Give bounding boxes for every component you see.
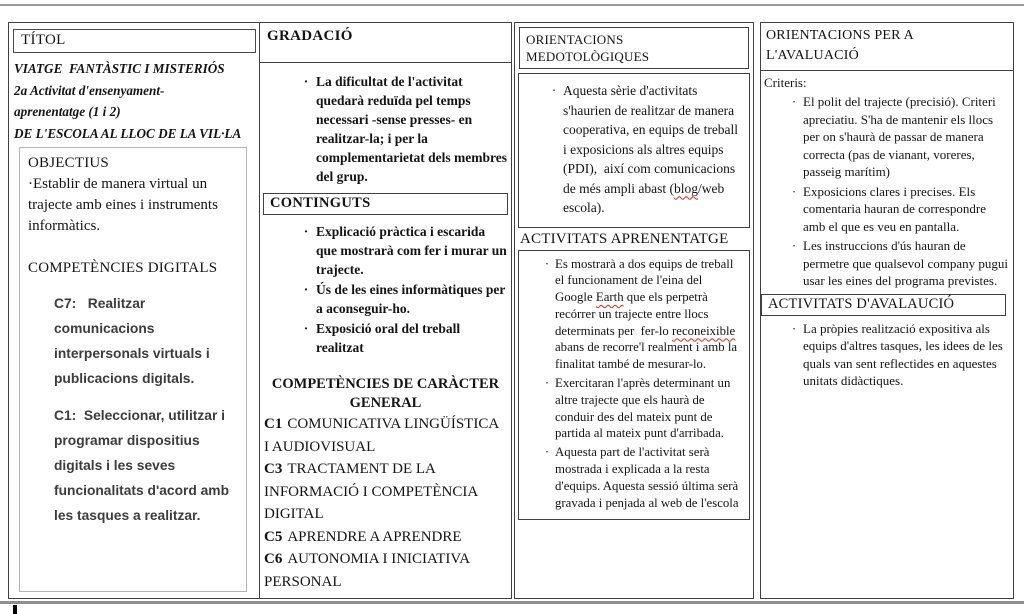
bullet-text: La dificultat de l'activitat quedarà reduïda pel temps necessari -sense presses- en realitzar-la; i per la complementarietat dels membres del grup. [316,74,511,184]
criteria-bullet [761,93,1013,181]
column-methodology-activities [514,22,754,599]
bullet-icon: · [551,83,557,98]
general-competency-line [260,413,511,458]
continguts-label: CONTINGUTS [270,195,371,211]
objectius-box [19,147,247,592]
general-competency-line [260,526,511,549]
bullet-text: Aquesta part de l'activitat serà mostrada i explicada a la resta d'equips. Aquesta sessió última serà gravada i penjada al web de l'escola [555,445,742,510]
bullet-icon: · [544,376,550,391]
competency-code: C3 [264,461,283,477]
methodology-title: ORIENTACIONS MEDOTOLÒGIQUES [526,32,650,64]
competency-code: C6 [264,551,283,567]
bullet-icon: · [791,320,797,336]
learning-activity-bullet [521,375,747,442]
evaluation-activity-bullet [761,320,1013,390]
competency-label: AUTONOMIA I INICIATIVA PERSONAL [264,551,470,590]
objectius-body: ·Establir de manera virtual un trajecte amb eines i instruments informàtics. [28,176,218,234]
learning-activity-bullet [521,256,747,374]
continguts-box [263,193,508,215]
bullet-text: Es mostrarà a dos equips de treball el funcionament de l'eina del Google Earth que els perpetrà recórrer un trajecte entre llocs determinats per fer-lo reconeixible abans de recorre'l realment i amb la finalitat també de mesurar-lo. [555,256,741,372]
competency-code: C1 [264,416,283,432]
bullet-icon: · [303,74,309,89]
criteria-bullet [761,183,1013,236]
column-title-objectives [8,22,260,599]
general-competency-line [260,548,511,593]
competency-label: COMUNICATIVA LINGÜÍSTICA I AUDIOVISUAL [264,416,499,455]
competency-code: C5 [264,528,283,545]
activity-title-line: 2a Activitat d'ensenyament- [14,82,165,98]
bullet-text: Exposicions clares i precises. Els comentaria hauran de correspondre amb el que es veu en pantalla. [803,183,990,234]
learning-activity-bullet [521,444,747,511]
column-gradacio-continguts [260,22,512,599]
criteria-bullet [761,237,1013,290]
competency-label: TRACTAMENT DE LA INFORMACIÓ I COMPETÈNCIA DIGITAL [264,461,478,522]
activity-title-line: DE L'ESCOLA AL LLOC DE LA VIL·LA [14,125,242,141]
text-cursor-mark [13,605,17,614]
bullet-text: Les instruccions d'ús hauran de permetre que qualsevol company pugui usar les eines del programa previstes. [803,238,1012,288]
gradacio-heading: GRADACIÓ [260,23,511,63]
misspelled-word: Earth [595,290,624,305]
methodology-content-box [518,73,750,228]
bottom-rule-divider [0,601,1024,604]
bullet-icon: · [791,94,797,109]
top-rule-divider [0,4,1024,6]
titol-box [13,29,256,53]
competency-label: APRENDRE A APRENDRE [287,528,462,545]
activity-title-line: aprenentatge (1 i 2) [14,104,121,119]
methodology-bullet-item [521,81,747,218]
continguts-bullet-item [260,280,511,318]
bullet-text: Exposició oral del treball realitzat [316,321,464,355]
learning-activities-heading: ACTIVITATS APRENENTATGE [520,230,729,247]
gradacio-bullet-item [260,72,511,186]
methodology-title-box [519,27,749,69]
general-competency-line [260,458,511,526]
bullet-text: El polit del trajecte (precisió). Criteri apreciatiu. S'ha de mantenir els llocs per on s'haurà de passar de manera correcta (pas de vianant, voreres, passeig marítim) [803,94,1000,179]
bullet-icon: · [303,321,309,336]
column-evaluation [760,22,1014,599]
evaluation-title: ORIENTACIONS PER A L'AVALUACIÓ [761,23,1013,71]
criteria-label: Criteris: [764,75,807,90]
bullet-icon: · [544,445,550,460]
digital-competency-item: C1: Seleccionar, utilitzar i programar dispositius digitals i les seves funcionalitats d'acord amb les tasques a realitzar. [54,408,233,523]
learning-activities-content-box [518,250,750,521]
bullet-icon: · [791,238,797,253]
bullet-icon: · [791,183,797,199]
bullet-text: La pròpies realització expositiva als equips d'altres tasques, les idees de les quals van sent reflectides en aquestes unitats didàctiques. [803,320,1007,388]
evaluation-activities-box [761,294,1006,316]
misspelled-word: blog [673,180,698,196]
bullet-icon: · [303,282,309,297]
bullet-icon: · [544,256,550,271]
bullet-text: Ús de les eines informàtiques per a aconseguir-ho. [316,282,509,316]
digital-competency-item: C7: Realitzar comunicacions interpersonals virtuals i publicacions digitals. [54,296,214,386]
digital-competencies-heading: COMPETÈNCIES DIGITALS [28,260,218,276]
bullet-text: Aquesta sèrie d'activitats s'haurien de realitzar de manera cooperativa, en equips de treball i exposicions als altres equips (PDI), així com comunicacions de més ampli abast (blog/web escola). [563,83,742,215]
objectius-heading: OBJECTIUS [28,155,109,171]
misspelled-word: reconeixible [672,323,736,338]
evaluation-activities-label: ACTIVITATS D'AVALAUCIÓ [768,295,955,312]
general-competencies-heading: COMPETÈNCIES DE CARÀCTER GENERAL [271,376,500,411]
continguts-bullet-item [260,319,511,357]
bullet-text: Explicació pràctica i escarida que mostrarà com fer i murar un trajecte. [316,224,511,277]
bullet-icon: · [303,224,309,239]
continguts-bullet-item [260,222,511,279]
bullet-text: Exercitaran l'après determinant un altre trajecte que els haurà de conduir des del mateix punt de partida al mateix punt d'arribada. [555,376,734,441]
activity-title-line: VIATGE FANTÀSTIC I MISTERIÓS [14,61,225,76]
titol-label: TÍTOL [21,32,66,48]
